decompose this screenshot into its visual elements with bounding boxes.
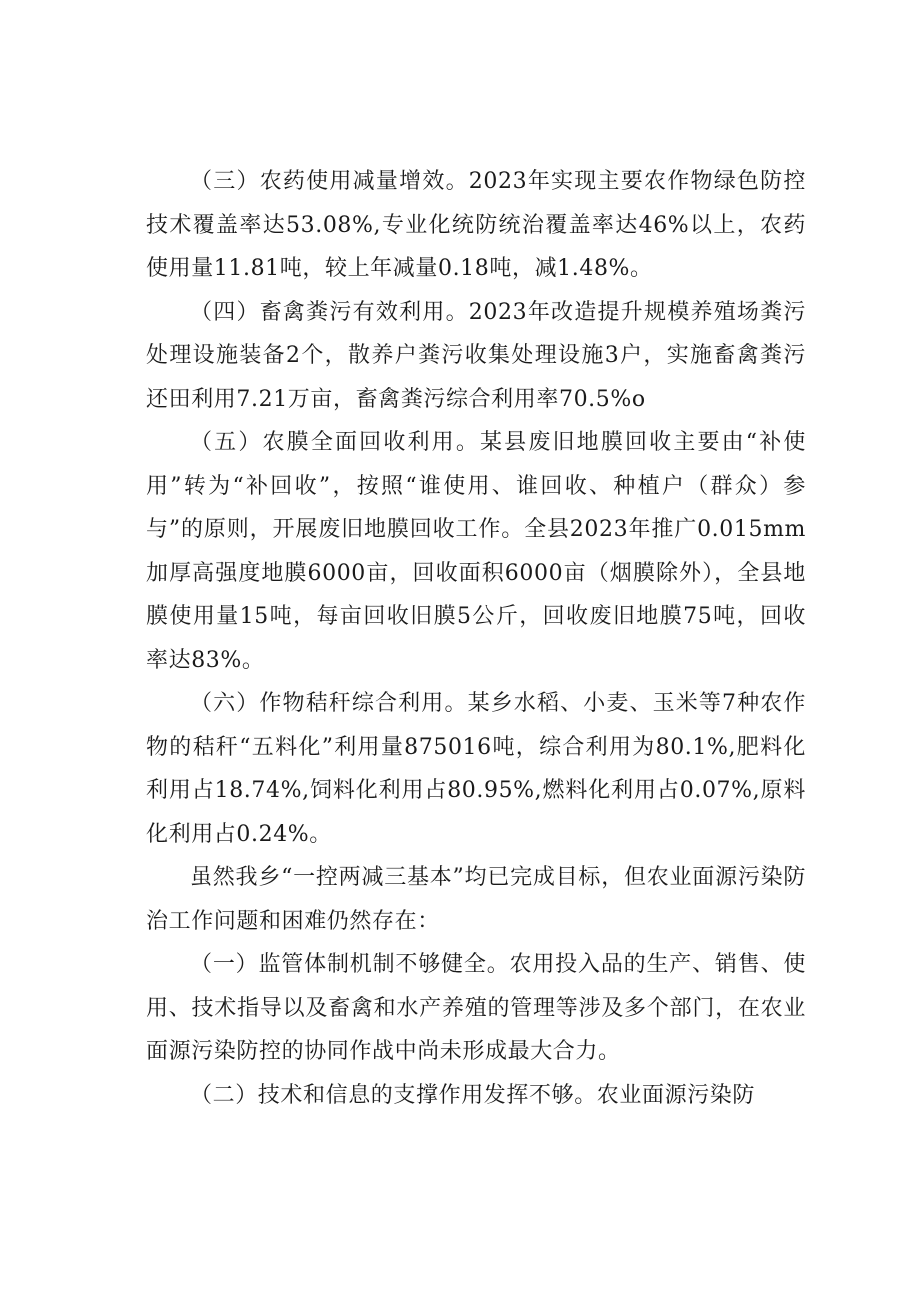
document-body [146, 160, 806, 1117]
paragraph-livestock-manure: （四）畜禽粪污有效利用。2023年改造提升规模养殖场粪污处理设施装备2个，散养户粪污收集处理设施3户，实施畜禽粪污还田利用7.21万亩，畜禽粪污综合利用率70.5%o [146, 299, 806, 412]
paragraph-supervision-system: （一）监管体制机制不够健全。农用投入品的生产、销售、使用、技术指导以及畜禽和水产养殖的管理等涉及多个部门，在农业面源污染防控的协同作战中尚未形成最大合力。 [146, 952, 806, 1064]
paragraph-crop-straw: （六）作物秸秆综合利用。某乡水稻、小麦、玉米等7种农作物的秸秆“五料化”利用量875016吨，综合利用为80.1%,肥料化利用占18.74%,饲料化利用占80.95%,燃料化利用占0.07%,原料化利用占0.24%。 [146, 691, 806, 847]
paragraph-problems-intro: 虽然我乡“一控两减三基本”均已完成目标，但农业面源污染防治工作问题和困难仍然存在： [146, 865, 806, 934]
paragraph-agricultural-film: （五）农膜全面回收利用。某县废旧地膜回收主要由“补使用”转为“补回收”，按照“谁使用、谁回收、种植户（群众）参与”的原则，开展废旧地膜回收工作。全县2023年推广0.015mm加厚高强度地膜6000亩，回收面积6000亩（烟膜除外），全县地膜使用量15吨，每亩回收旧膜5公斤，回收废旧地膜75吨，回收率达83%。 [146, 430, 806, 673]
paragraph-tech-support: （二）技术和信息的支撑作用发挥不够。农业面源污染防 [190, 1082, 756, 1108]
paragraph-pesticide: （三）农药使用减量增效。2023年实现主要农作物绿色防控技术覆盖率达53.08%,专业化统防统治覆盖率达46%以上，农药使用量11.81吨，较上年减量0.18吨，减1.48%。 [146, 169, 806, 281]
